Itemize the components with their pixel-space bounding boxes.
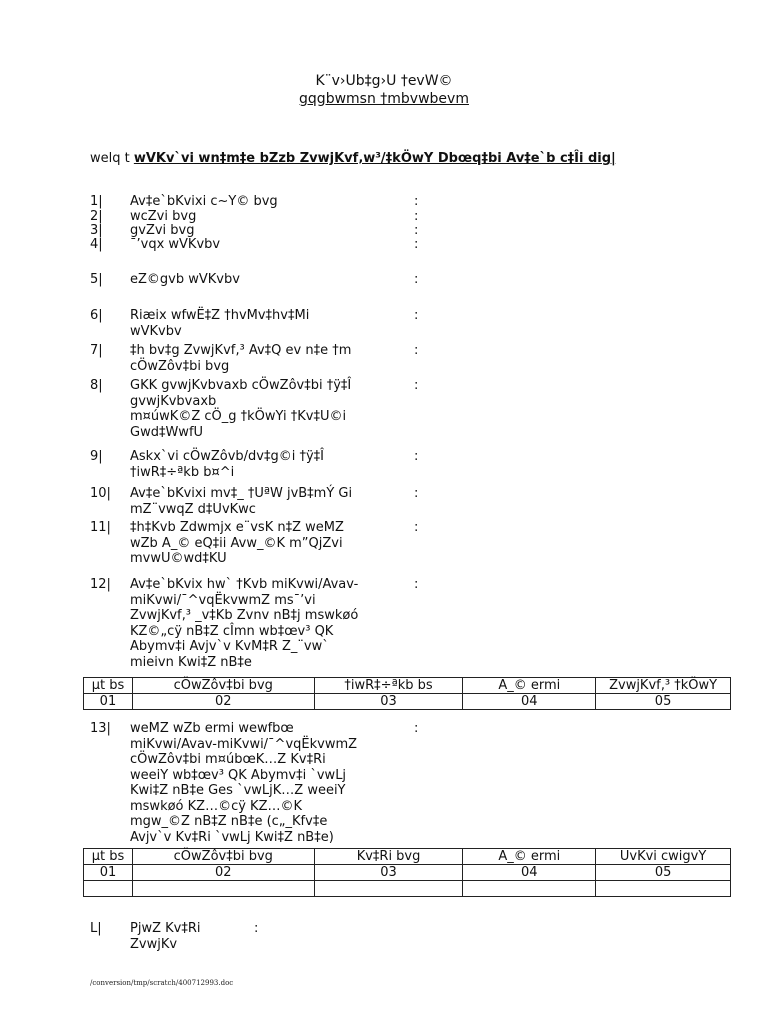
table-cell bbox=[314, 881, 463, 897]
item-label: weMZ wZb ermi wewfbœ miKvwi/Avav-miKvwi/¯^vqËkvwmZ cÖwZôv‡bi m¤úbœK…Z Kv‡Ri weeiY wb‡œv³ QK Abymv‡i `vwLj Kwi‡Z nB‡e Ges `vwLjK…Z weeiY mswkøó KZ…©cÿ KZ…©K mgw_©Z nB‡Z nB‡e (c„_Kfv‡e Avjv`v Kv‡Ri `vwLj Kwi‡Z nB‡e) bbox=[130, 721, 358, 845]
table-header-cell: A_© ermi bbox=[463, 678, 596, 694]
item-number: 13| bbox=[90, 721, 111, 736]
item-label: GKK gvwjKvbvaxb cÖwZôv‡bi †ÿ‡Î gvwjKvbvaxb m¤úwK©Z cÖ_g †kÖwYi †Kv‡U©i Gwd‡WwfU bbox=[130, 378, 352, 440]
item-label: Askx`vi cÖwZôvb/dv‡g©i †ÿ‡Î †iwR‡÷ªkb b¤^i bbox=[130, 449, 324, 480]
item-number: 9| bbox=[90, 449, 103, 464]
table-cell: 05 bbox=[596, 694, 731, 710]
table-header-cell: Kv‡Ri bvg bbox=[314, 849, 463, 865]
table-header-cell: †iwR‡÷ªkb bs bbox=[314, 678, 463, 694]
subject-prefix: welq t bbox=[90, 151, 134, 166]
table-row bbox=[84, 694, 731, 710]
table-cell: 02 bbox=[132, 694, 314, 710]
document-subtitle: gqgbwmsn †mbvwbevm bbox=[299, 91, 469, 107]
item-colon: : bbox=[414, 520, 419, 535]
item-colon: : bbox=[414, 577, 419, 592]
subject-line bbox=[90, 151, 616, 166]
item-label: Av‡e`bKvix hw` †Kvb miKvwi/Avav- miKvwi/¯^vqËkvwmZ ms¯’vi ZvwjKvf‚³ _v‡Kb Zvnv nB‡j mswkøó KZ©„cÿ nB‡Z cÎmn wb‡œv³ QK Abymv‡i Avjv`v KvM‡R Z_¨vw` mieivn Kwi‡Z nB‡e bbox=[130, 577, 359, 670]
item-number: 6| bbox=[90, 308, 103, 323]
table-cell: 04 bbox=[463, 694, 596, 710]
item-colon: : bbox=[414, 449, 419, 464]
table-header-cell: ZvwjKvf‚³ †kÖwY bbox=[596, 678, 731, 694]
table-header-cell: A_© ermi bbox=[463, 849, 596, 865]
item-colon: : bbox=[414, 209, 419, 224]
item-number: L| bbox=[90, 921, 102, 936]
item-label: ¯’vqx wVKvbv bbox=[130, 237, 221, 252]
table-cell: 04 bbox=[463, 865, 596, 881]
item-label: Riæix wfwË‡Z †hvMv‡hv‡Mi wVKvbv bbox=[130, 308, 310, 339]
table-header-row bbox=[84, 678, 731, 694]
table-header-cell: cÖwZôv‡bi bvg bbox=[132, 849, 314, 865]
table-header-cell: cÖwZôv‡bi bvg bbox=[132, 678, 314, 694]
item-label: PjwZ Kv‡Ri ZvwjKv bbox=[130, 921, 201, 952]
table-cell: 03 bbox=[314, 694, 463, 710]
table-cell bbox=[463, 881, 596, 897]
item-number: 11| bbox=[90, 520, 111, 535]
item-label: wcZvi bvg bbox=[130, 209, 197, 224]
item-number: 7| bbox=[90, 343, 103, 358]
table-cell bbox=[132, 881, 314, 897]
table-cell: 01 bbox=[84, 865, 133, 881]
document-title: K¨v›Ub‡g›U †evW© bbox=[315, 73, 453, 89]
item-colon: : bbox=[414, 272, 419, 287]
item-label: gvZvi bvg bbox=[130, 223, 195, 238]
registration-table bbox=[83, 677, 731, 710]
table-header-row bbox=[84, 849, 731, 865]
item-colon: : bbox=[254, 921, 259, 936]
item-number: 5| bbox=[90, 272, 103, 287]
file-path-footer: /conversion/tmp/scratch/400712993.doc bbox=[90, 979, 234, 987]
work-table bbox=[83, 848, 731, 897]
item-colon: : bbox=[414, 343, 419, 358]
subject-text: wVKv`vi wn‡m‡e bZzb ZvwjKvf‚w³/‡kÖwY Dbœq‡bi Av‡e`b c‡Îi dig| bbox=[133, 151, 616, 166]
item-colon: : bbox=[414, 486, 419, 501]
table-row bbox=[84, 865, 731, 881]
item-number: 4| bbox=[90, 237, 103, 252]
table-cell: 02 bbox=[132, 865, 314, 881]
item-label: eZ©gvb wVKvbv bbox=[130, 272, 240, 287]
item-colon: : bbox=[414, 194, 419, 209]
item-number: 1| bbox=[90, 194, 103, 209]
item-colon: : bbox=[414, 378, 419, 393]
item-colon: : bbox=[414, 237, 419, 252]
table-cell bbox=[84, 881, 133, 897]
item-number: 12| bbox=[90, 577, 111, 592]
item-colon: : bbox=[414, 721, 419, 736]
table-header-cell: UvKvi cwigvY bbox=[596, 849, 731, 865]
table-cell: 01 bbox=[84, 694, 133, 710]
item-number: 3| bbox=[90, 223, 103, 238]
item-label: Av‡e`bKvixi mv‡_ †UªW jvB‡mÝ Gi mZ¨vwqZ d‡UvKwc bbox=[130, 486, 353, 517]
item-number: 10| bbox=[90, 486, 111, 501]
table-row bbox=[84, 881, 731, 897]
item-label: ‡h bv‡g ZvwjKvf‚³ Av‡Q ev n‡e †m cÖwZôv‡bi bvg bbox=[130, 343, 352, 374]
item-label: Av‡e`bKvixi c~Y© bvg bbox=[130, 194, 278, 209]
item-number: 8| bbox=[90, 378, 103, 393]
table-header-cell: µt bs bbox=[84, 849, 133, 865]
item-label: ‡h‡Kvb Zdwmjx e¨vsK n‡Z weMZ wZb A_© eQ‡ii Avw_©K m”QjZvi mvwU©wd‡KU bbox=[130, 520, 344, 566]
table-cell bbox=[596, 881, 731, 897]
table-header-cell: µt bs bbox=[84, 678, 133, 694]
table-cell: 05 bbox=[596, 865, 731, 881]
item-number: 2| bbox=[90, 209, 103, 224]
table-cell: 03 bbox=[314, 865, 463, 881]
item-colon: : bbox=[414, 308, 419, 323]
item-colon: : bbox=[414, 223, 419, 238]
